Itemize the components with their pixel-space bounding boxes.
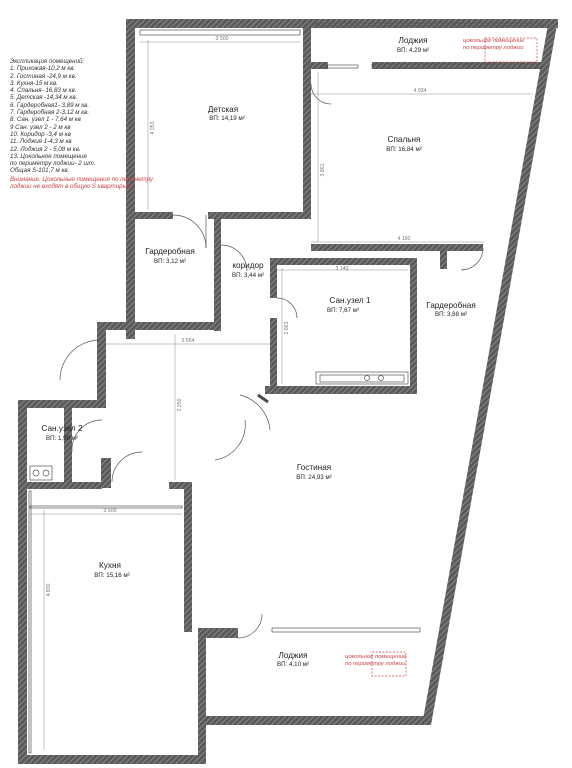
dim-label: 3 140	[335, 266, 349, 272]
room-area-garderobnaya-1: ВП: 3,88 м²	[434, 311, 468, 318]
door-arc-child	[173, 215, 206, 248]
dim-label: 3 250	[177, 398, 183, 412]
dim-label: 3 500	[215, 36, 229, 42]
legend-line: Общая S-101,7 м кв.	[10, 167, 70, 175]
room-area-detskaya: ВП: 14,19 м²	[209, 115, 245, 122]
legend-line: 2. Гостиная -24,9 м кв.	[10, 72, 77, 80]
legend-line: 5. Детская -14,34 м кв.	[10, 94, 78, 102]
living-door-jamb	[258, 395, 268, 402]
sink-1-drain	[365, 376, 370, 381]
dim-label: 3 861	[320, 163, 326, 177]
room-label-garderobnaya-1: Гардеробная	[426, 301, 476, 310]
room-area-garderobnaya-2: ВП: 3,12 м²	[153, 258, 187, 265]
legend-line: 8. Сан. узел 1 - 7,64 м кв	[10, 116, 81, 124]
legend-line: Экспликация помещений:	[10, 58, 85, 65]
door-arc-sanuzel1	[277, 298, 297, 318]
kitchen-wall-line	[29, 491, 31, 753]
legend-line: 12. Лоджия 2 - 5,08 м кв.	[10, 145, 81, 153]
door-arc-entrance	[60, 340, 100, 380]
legend-line: по периметру лоджии- 2 шт.	[10, 160, 96, 168]
stove-burner-1	[33, 470, 39, 476]
legend-line: 4. Спальня- 16,83 м кв.	[10, 87, 77, 95]
dim-label: 2 863	[284, 321, 290, 335]
window-loggia2	[272, 628, 420, 632]
wall-outer-bottom-kitchen	[18, 755, 206, 764]
dim-label: 4 934	[413, 88, 427, 94]
room-area-gostinaya: ВП: 24,93 м²	[296, 474, 332, 481]
door-arc-wardrobe1	[461, 248, 483, 270]
wall-outer-right	[422, 19, 558, 725]
dim-label: 4 192	[397, 236, 411, 242]
stove-burner-2	[43, 470, 49, 476]
room-label-gostinaya: Гостиная	[296, 463, 332, 472]
wall-child-right-lower	[303, 84, 311, 219]
room-area-kukhnya: ВП: 15,16 м²	[94, 572, 130, 579]
legend-line: 11. Лоджия 1-4,3 м кв	[10, 138, 72, 146]
wall-sanuzel1-left-lower	[270, 318, 277, 386]
room-label-detskaya: Детская	[207, 105, 239, 114]
room-area-koridor: ВП: 3,44 м²	[231, 272, 265, 279]
wall-sanuzel1-right	[410, 258, 417, 394]
door-arc-living-2	[215, 420, 245, 460]
wall-outer-left-lower	[18, 400, 27, 764]
room-legend	[10, 58, 160, 190]
room-label-sanuzel-1: Сан.узел 1	[329, 296, 371, 305]
base-room-note-top: цокольное помещение по периметру лоджии	[463, 38, 525, 51]
dim-label: 4 053	[150, 121, 156, 135]
wall-bedroom-bottom	[311, 244, 483, 251]
door-arc-loggia2	[238, 614, 262, 638]
wall-sanuzel2-right	[64, 400, 72, 488]
room-label-sanuzel-2: Сан.узел 2	[41, 424, 83, 433]
dim-label: 3 554	[181, 338, 195, 344]
wall-sanuzel1-left-upper	[270, 258, 277, 298]
room-area-sanuzel-2: ВП: 1,99 м²	[45, 435, 79, 442]
legend-line: 1. Прихожая-10,2 м кв.	[10, 65, 76, 73]
wall-kitchen-right	[184, 482, 192, 632]
legend-line: 7. Гардеробная 2-3,12 м кв.	[10, 109, 90, 117]
legend-line: 9 Сан. узел 2 - 2 м кв	[10, 123, 71, 131]
wall-living-top	[265, 386, 417, 394]
room-area-spalnya: ВП: 16,84 м²	[386, 146, 422, 153]
room-label-garderobnaya-2: Гардеробная	[145, 247, 195, 256]
base-room-note-bottom: цокольное помещение по периметру лоджии	[345, 654, 407, 667]
dim-label: 3 500	[103, 508, 117, 514]
legend-line: 13. Цокольное помещение	[10, 152, 87, 160]
wall-child-bottom-right	[208, 212, 310, 219]
bathtub-inner	[320, 375, 404, 382]
wall-wardrobe2-bottom	[135, 322, 221, 330]
legend-line: 3. Кухня-15 м кв.	[10, 79, 58, 87]
window-child	[140, 30, 300, 35]
room-area-sanuzel-1: ВП: 7,67 м²	[326, 307, 360, 314]
room-label-loggia-2: Лоджия	[278, 651, 308, 660]
wall-loggia2-left	[198, 628, 206, 764]
legend-line: 10. Коридор -3,4 м кв	[10, 130, 71, 138]
wall-outer-top	[126, 19, 558, 28]
wall-wardrobe2-right	[214, 219, 221, 331]
wall-sanuzel1-top	[270, 258, 417, 265]
room-label-koridor: коридор	[232, 261, 264, 270]
wall-child-right-upper	[303, 28, 311, 84]
room-label-spalnya: Спальня	[387, 135, 421, 144]
room-area-loggia-2: ВП: 4,10 м²	[276, 661, 310, 668]
room-area-loggia-1: ВП: 4,29 м²	[396, 47, 430, 54]
room-label-kukhnya: Кухня	[99, 561, 121, 570]
wall-child-bottom-left	[135, 212, 173, 219]
wall-kitchen-top-left	[27, 482, 102, 489]
wall-wardrobe1-stub	[440, 244, 447, 269]
door-arc-kitchen	[112, 452, 142, 482]
sink-2-drain	[379, 376, 384, 381]
dim-label: 4 830	[46, 583, 52, 597]
wall-hall-left	[97, 322, 106, 408]
wall-kitchen-top-pier	[101, 458, 111, 488]
wall-sanuzel2-top	[18, 400, 105, 408]
legend-line: 6. Гардеробная1- 3,89 м кв.	[10, 101, 90, 109]
legend-warning: Внимание: Цокольные помещения по периметру лоджии не входят в общую S квартиры!!!	[10, 175, 153, 191]
room-label-loggia-1: Лоджия	[398, 36, 428, 45]
wall-outer-bottom-loggia	[198, 716, 428, 725]
